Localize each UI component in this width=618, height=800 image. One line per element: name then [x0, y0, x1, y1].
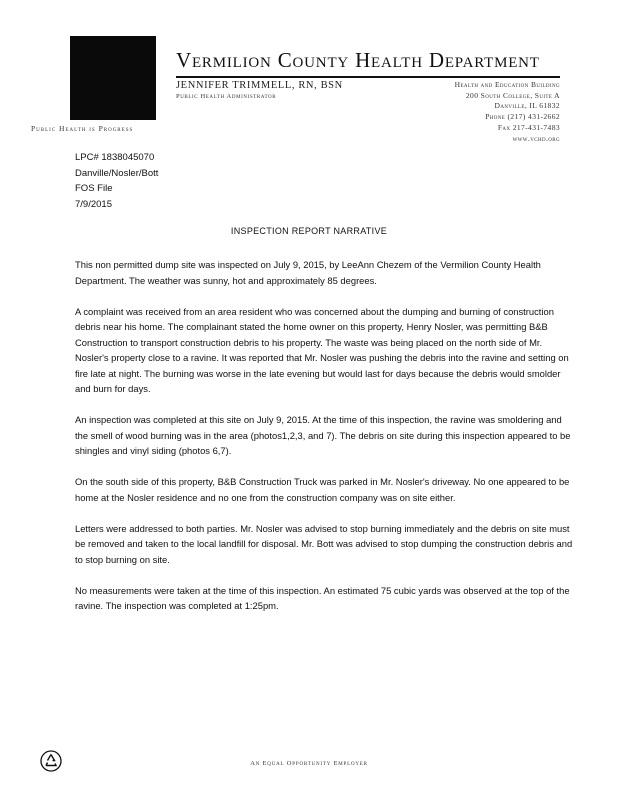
paragraph: No measurements were taken at the time of this inspection. An estimated 75 cubic yards was observed at the top of the ravine. The inspection was completed at 1:25pm.	[75, 584, 570, 611]
address-line: Fax 217-431-7483	[497, 122, 560, 132]
administrator-name: JENNIFER TRIMMELL, RN, BSN	[176, 80, 343, 91]
paragraph: A complaint was received from an area resident who was concerned about the dumping and burning of construction debris near his home. The complainant stated the home owner on this property, Henry Nosler, was permitting B&B Construction to transport construction debris to his property. The waste was being placed on the north side of Mr. Nosler's property close to a ravine. It was reported that Mr. Nosler was pushing the debris into the ravine and setting on fire late at night. The burning was worse in the late evening but would last for days because the debris would smolder and burn for days.	[75, 305, 569, 394]
address-line: Danville, IL 61832	[494, 101, 560, 111]
organization-name: Vermilion County Health Department	[176, 48, 540, 72]
logo-tagline: Public Health is Progress	[31, 124, 134, 133]
site-location: Danville/Nosler/Bott	[75, 167, 159, 179]
report-title: INSPECTION REPORT NARRATIVE	[230, 226, 388, 236]
paragraph: Letters were addressed to both parties. Mr. Nosler was advised to stop burning immediately and the debris on site must be removed and taken to the local landfill for disposal. Mr. Bott was advised to stop dumping the construction debris and to stop burning on site.	[75, 522, 573, 565]
report-body	[75, 257, 575, 629]
address-line: 200 South College, Suite A	[465, 90, 560, 100]
lpc-number: LPC# 1838045070	[75, 152, 155, 163]
address-line: Health and Education Building	[454, 80, 560, 89]
header-rule	[176, 76, 560, 78]
address-line: www.vchd.org	[512, 133, 560, 143]
administrator-title: Public Health Administrator	[176, 93, 277, 100]
report-metadata	[75, 150, 158, 212]
paragraph: This non permitted dump site was inspected on July 9, 2015, by LeeAnn Chezem of the Vermilion County Health Department. The weather was sunny, hot and approximately 85 degrees.	[75, 259, 541, 286]
department-logo	[70, 36, 156, 120]
file-type: FOS File	[75, 183, 113, 194]
paragraph: On the south side of this property, B&B Construction Truck was parked in Mr. Nosler's driveway. No one appeared to be home at the Nosler residence and no one from the construction company was on site either.	[75, 476, 570, 503]
paragraph: An inspection was completed at this site on July 9, 2015. At the time of this inspection, the ravine was smoldering and the smell of wood burning was in the area (photos1,2,3, and 7). The debris on site during this inspection appeared to be shingles and vinyl siding (photos 6,7).	[75, 414, 571, 456]
report-date: 7/9/2015	[75, 198, 112, 210]
footer-tagline: An Equal Opportunity Employer	[250, 760, 368, 767]
address-block	[455, 80, 560, 144]
address-line: Phone (217) 431-2662	[485, 112, 560, 122]
